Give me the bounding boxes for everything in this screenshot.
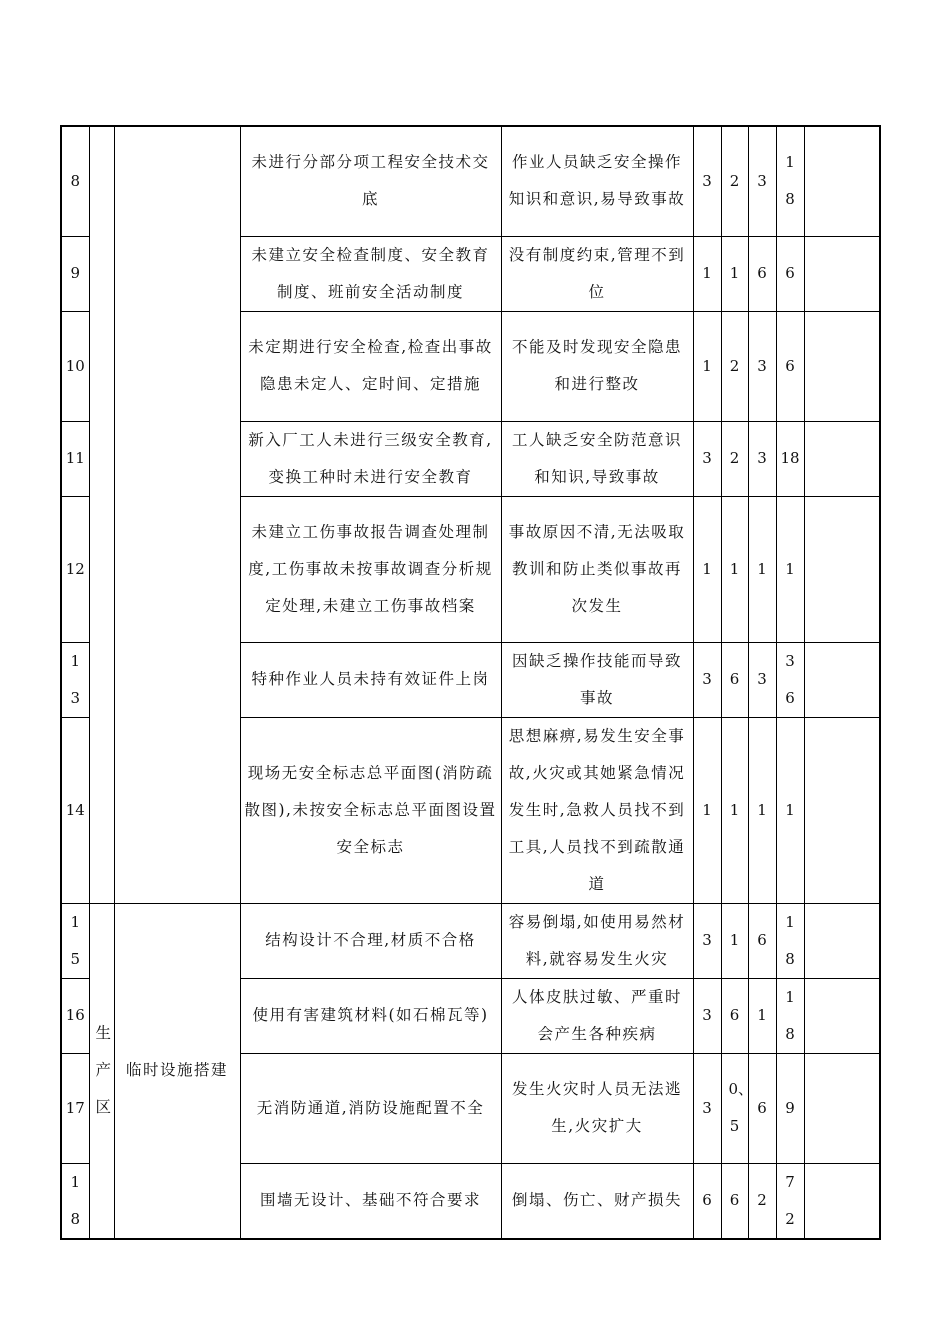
l-value: 6 [693, 1163, 721, 1239]
row-number: 13 [61, 642, 89, 717]
hazard-cell: 使用有害建筑材料(如石棉瓦等) [240, 978, 501, 1053]
e-value: 2 [721, 126, 748, 236]
area-cell [89, 126, 114, 903]
d-value: 18 [776, 126, 804, 236]
d-value: 6 [776, 236, 804, 311]
level-cell [804, 903, 880, 978]
hazard-cell: 现场无安全标志总平面图(消防疏散图),未按安全标志总平面图设置安全标志 [240, 717, 501, 903]
e-value: 1 [721, 903, 748, 978]
d-value: 18 [776, 978, 804, 1053]
d-value: 18 [776, 421, 804, 496]
l-value: 3 [693, 978, 721, 1053]
consequence-cell: 容易倒塌,如使用易然材料,就容易发生火灾 [501, 903, 693, 978]
consequence-cell: 作业人员缺乏安全操作知识和意识,易导致事故 [501, 126, 693, 236]
e-value: 0、5 [721, 1053, 748, 1163]
area-cell: 生产区 [89, 903, 114, 1239]
row-number: 14 [61, 717, 89, 903]
c-value: 3 [748, 421, 776, 496]
c-value: 3 [748, 642, 776, 717]
l-value: 1 [693, 717, 721, 903]
risk-assessment-table [60, 125, 881, 1240]
consequence-cell: 因缺乏操作技能而导致事故 [501, 642, 693, 717]
e-value: 6 [721, 642, 748, 717]
e-value: 1 [721, 496, 748, 642]
level-cell [804, 1053, 880, 1163]
c-value: 1 [748, 496, 776, 642]
level-cell [804, 236, 880, 311]
d-value: 6 [776, 311, 804, 421]
consequence-cell: 事故原因不清,无法吸取教训和防止类似事故再次发生 [501, 496, 693, 642]
level-cell [804, 311, 880, 421]
d-value: 72 [776, 1163, 804, 1239]
d-value: 9 [776, 1053, 804, 1163]
consequence-cell: 发生火灾时人员无法逃生,火灾扩大 [501, 1053, 693, 1163]
hazard-cell: 未建立工伤事故报告调查处理制度,工伤事故未按事故调查分析规定处理,未建立工伤事故档案 [240, 496, 501, 642]
d-value: 18 [776, 903, 804, 978]
level-cell [804, 421, 880, 496]
e-value: 6 [721, 1163, 748, 1239]
table-row [61, 126, 880, 236]
hazard-cell: 特种作业人员未持有效证件上岗 [240, 642, 501, 717]
consequence-cell: 倒塌、伤亡、财产损失 [501, 1163, 693, 1239]
activity-cell [114, 126, 240, 903]
e-value: 2 [721, 421, 748, 496]
row-number: 10 [61, 311, 89, 421]
l-value: 1 [693, 311, 721, 421]
level-cell [804, 496, 880, 642]
l-value: 3 [693, 1053, 721, 1163]
level-cell [804, 978, 880, 1053]
row-number: 9 [61, 236, 89, 311]
level-cell [804, 126, 880, 236]
l-value: 3 [693, 421, 721, 496]
level-cell [804, 642, 880, 717]
consequence-cell: 没有制度约束,管理不到位 [501, 236, 693, 311]
c-value: 1 [748, 717, 776, 903]
l-value: 3 [693, 642, 721, 717]
hazard-cell: 未建立安全检查制度、安全教育制度、班前安全活动制度 [240, 236, 501, 311]
l-value: 3 [693, 903, 721, 978]
hazard-cell: 围墙无设计、基础不符合要求 [240, 1163, 501, 1239]
e-value: 1 [721, 717, 748, 903]
d-value: 1 [776, 496, 804, 642]
l-value: 1 [693, 496, 721, 642]
consequence-cell: 不能及时发现安全隐患和进行整改 [501, 311, 693, 421]
hazard-cell: 无消防通道,消防设施配置不全 [240, 1053, 501, 1163]
c-value: 2 [748, 1163, 776, 1239]
row-number: 17 [61, 1053, 89, 1163]
consequence-cell: 思想麻痹,易发生安全事故,火灾或其她紧急情况发生时,急救人员找不到工具,人员找不到疏散通道 [501, 717, 693, 903]
row-number: 12 [61, 496, 89, 642]
hazard-cell: 未定期进行安全检查,检查出事故隐患未定人、定时间、定措施 [240, 311, 501, 421]
d-value: 1 [776, 717, 804, 903]
activity-cell: 临时设施搭建 [114, 903, 240, 1239]
e-value: 6 [721, 978, 748, 1053]
l-value: 3 [693, 126, 721, 236]
e-value: 2 [721, 311, 748, 421]
consequence-cell: 工人缺乏安全防范意识和知识,导致事故 [501, 421, 693, 496]
level-cell [804, 717, 880, 903]
e-value: 1 [721, 236, 748, 311]
c-value: 1 [748, 978, 776, 1053]
row-number: 16 [61, 978, 89, 1053]
row-number: 18 [61, 1163, 89, 1239]
c-value: 6 [748, 903, 776, 978]
d-value: 36 [776, 642, 804, 717]
hazard-cell: 未进行分部分项工程安全技术交底 [240, 126, 501, 236]
c-value: 3 [748, 311, 776, 421]
hazard-cell: 新入厂工人未进行三级安全教育,变换工种时未进行安全教育 [240, 421, 501, 496]
level-cell [804, 1163, 880, 1239]
c-value: 3 [748, 126, 776, 236]
c-value: 6 [748, 1053, 776, 1163]
consequence-cell: 人体皮肤过敏、严重时会产生各种疾病 [501, 978, 693, 1053]
row-number: 15 [61, 903, 89, 978]
table-row [61, 903, 880, 978]
row-number: 8 [61, 126, 89, 236]
c-value: 6 [748, 236, 776, 311]
l-value: 1 [693, 236, 721, 311]
row-number: 11 [61, 421, 89, 496]
hazard-cell: 结构设计不合理,材质不合格 [240, 903, 501, 978]
